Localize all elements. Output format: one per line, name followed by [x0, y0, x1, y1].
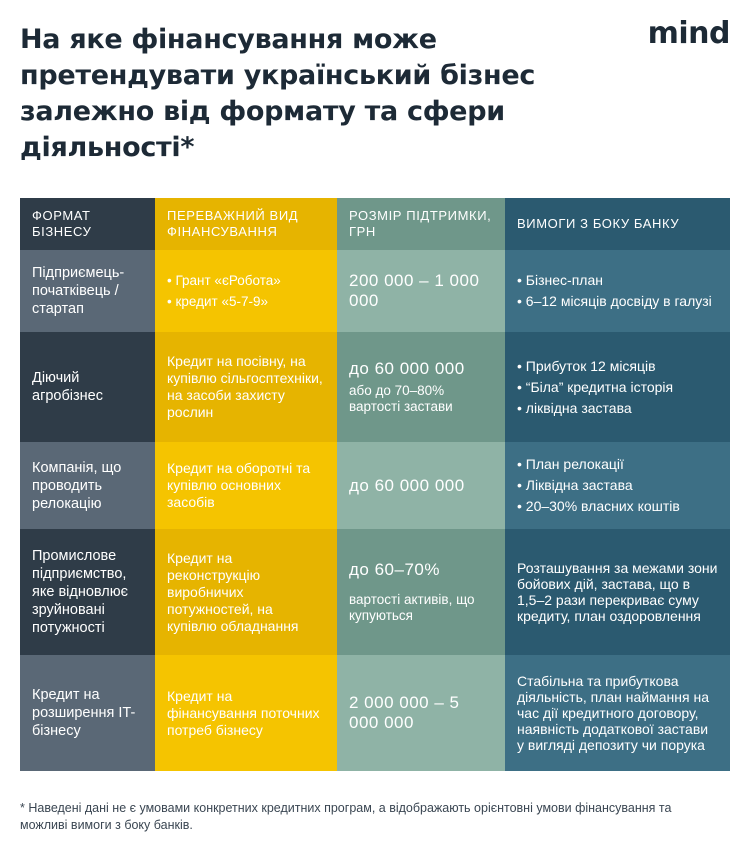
financing-text: Кредит на посівну, на купівлю сільгосптехніки, на засоби захисту рослин [167, 353, 323, 420]
amount-text: 200 000 – 1 000 000 [349, 271, 480, 310]
table-row [20, 332, 730, 442]
list-item: • Бізнес-план [517, 272, 603, 288]
table-row [20, 250, 730, 332]
amount-text: до 60 000 000 [349, 359, 465, 378]
header-financing: ПЕРЕВАЖНИЙ ВИД ФІНАНСУВАННЯ [155, 198, 337, 250]
format-cell [20, 250, 155, 332]
financing-cell [155, 442, 337, 529]
financing-text: Кредит на оборотні та купівлю основних засобів [167, 460, 311, 510]
requirements-list [517, 354, 718, 421]
format-text: Підприємець-початківець / стартап [32, 265, 125, 317]
requirements-cell [505, 332, 730, 442]
list-item: • Ліквідна застава [517, 477, 633, 493]
list-item: • ліквідна застава [517, 399, 632, 416]
list-item: • кредит «5-7-9» [167, 294, 268, 309]
amount-cell [337, 442, 505, 529]
format-text: Діючий агробізнес [32, 370, 103, 404]
table-row [20, 529, 730, 655]
header-requirements: ВИМОГИ З БОКУ БАНКУ [505, 198, 730, 250]
header-amount: РОЗМІР ПІДТРИМКИ, ГРН [337, 198, 505, 250]
financing-text: Кредит на фінансування поточних потреб бізнесу [167, 687, 320, 738]
requirements-text: Стабільна та прибуткова діяльність, план наймання на час дії кредитного договору, наявність додаткової застави у вигляді депозиту чи порука [517, 673, 710, 753]
amount-cell [337, 332, 505, 442]
format-text: Компанія, що проводить релокацію [32, 459, 122, 512]
requirements-cell [505, 655, 730, 771]
format-cell [20, 442, 155, 529]
format-cell [20, 655, 155, 771]
amount-note: вартості активів, що купуються [349, 592, 475, 623]
table-row [20, 655, 730, 771]
financing-text: Кредит на реконструкцію виробничих потужностей, на купівлю обладнання [167, 549, 299, 634]
amount-text: 2 000 000 – 5 000 000 [349, 693, 460, 732]
format-text: Кредит на розширення IT-бізнесу [32, 687, 136, 739]
requirements-cell [505, 250, 730, 332]
footnote: * Наведені дані не є умовами конкретних кредитних програм, а відображають орієнтовні умови фінансування та можливі вимоги з боку банків. [20, 801, 672, 832]
financing-list [167, 268, 325, 314]
header-format: ФОРМАТ БІЗНЕСУ [20, 198, 155, 250]
mind-logo[interactable]: mind [647, 16, 730, 51]
amount-cell [337, 529, 505, 655]
requirements-list [517, 268, 718, 314]
list-item: • Прибуток 12 місяців [517, 357, 656, 374]
table-row [20, 442, 730, 529]
list-item: • Грант «єРобота» [167, 273, 281, 288]
financing-cell [155, 529, 337, 655]
requirements-text: Розташування за межами зони бойових дій, застава, що в 1,5–2 рази перекриває суму кредиту, план оздоровлення [517, 560, 718, 624]
financing-table [20, 198, 730, 771]
format-cell [20, 332, 155, 442]
format-cell [20, 529, 155, 655]
page-title: На яке фінансування може претендувати український бізнес залежно від формату та сфери діяльності* [20, 24, 536, 163]
amount-note: або до 70–80% вартості застави [349, 383, 453, 414]
financing-cell [155, 655, 337, 771]
list-item: • 6–12 місяців досвіду в галузі [517, 293, 712, 309]
financing-cell [155, 250, 337, 332]
table-header-row [20, 198, 730, 250]
amount-text: до 60 000 000 [349, 475, 465, 495]
requirements-cell [505, 442, 730, 529]
amount-text: до 60–70% [349, 560, 440, 579]
amount-cell [337, 250, 505, 332]
requirements-list [517, 452, 718, 519]
financing-cell [155, 332, 337, 442]
list-item: • План релокації [517, 456, 624, 472]
amount-cell [337, 655, 505, 771]
list-item: • 20–30% власних коштів [517, 498, 680, 514]
format-text: Промислове підприємство, яке відновлює зруйновані потужності [32, 548, 129, 636]
list-item: • “Біла” кредитна історія [517, 378, 674, 395]
requirements-cell [505, 529, 730, 655]
